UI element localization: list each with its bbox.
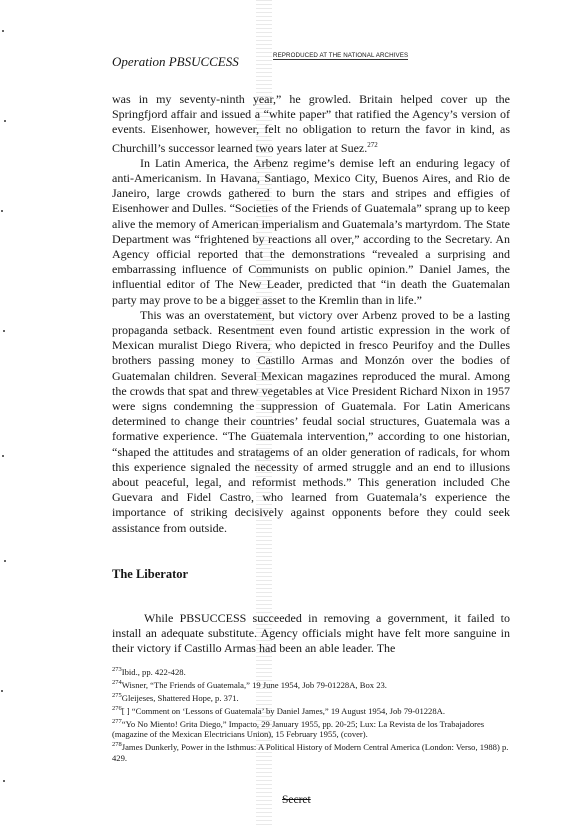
footnote-item: $^{273}$Ibid., pp. 422-428. (112, 666, 186, 677)
paragraph-1-text: was in my seventy-ninth year,” he growled. Britain helped cover up the Springfjord affair and issued a “white paper” that ratified the Agency’s version of events. Eisenhower, however, felt no obligation to return the favor in kind, as Churchill’s successor learned two years later at Suez. (112, 92, 510, 155)
section-heading: The Liberator (112, 567, 189, 581)
scan-artifact-specks (0, 0, 8, 827)
footnote-ref-272: 272 (367, 140, 378, 149)
paragraph-3-text: This was an overstatement, but victory over Arbenz proved to be a lasting propaganda setback. Resentment even found artistic expression in the work of Mexican muralist Diego Rivera, who depicted in fresco Peurifoy and the Dulles brothers passing money to Castillo Armas and Monzón over the bodies of Guatemalan children. Several Mexican magazines reproduced the mural. Among the crowds that spat and threw vegetables at Vice President Richard Nixon in 1957 were signs condemning the suppression of Guatemala. For Latin Americans determined to change their countries’ feudal social structures, Guatemala was a formative experience. “The Guatemala intervention,” according to one historian, “shaped the attitudes and stratagems of an older generation of radicals, for whom this experience signaled the necessity of armed struggle and an end to illusions about peaceful, legal, and reformist methods.” This generation included Che Guevara and Fidel Castro, who learned from Guatemala’s experience the importance of striking decisively against opponents before they could seek assistance from outside. (112, 307, 510, 535)
body-text (112, 92, 510, 536)
running-header-title: Operation PBSUCCESS (112, 54, 239, 69)
classification-footer: Secret (282, 794, 311, 806)
section-paragraph: While PBSUCCESS succeeded in removing a government, it failed to install an adequate substitute. Agency officials might have felt more sanguine in their victory if Castillo Armas had been an able leader. The (112, 611, 510, 656)
footnote-item: $^{278}$James Dunkerly, Power in the Isthmus: A Political History of Modern Central America (London: Verso, 1988) p. 429. (112, 741, 509, 763)
footnote-item: $^{275}$Gleijeses, Shattered Hope, p. 371. (112, 691, 239, 703)
paragraph-2-text: In Latin America, the Arbenz regime’s demise left an enduring legacy of anti-Americanism. In Havana, Santiago, Mexico City, Buenos Aires, and Rio de Janeiro, large crowds gathered to burn the stars and stripes and effigies of Eisenhower and Dulles. “Societies of the Friends of Guatemala” sprang up to keep alive the memory of American imperialism and Guatemala’s martyrdom. The State Department was “frightened by reactions all over,” according to the Secretary. An Agency official reported that the demonstrations “revealed a surprising and embarrassing influence of Communists on public opinion.” Daniel James, the influential editor of The New Leader, predicted that “in death the Guatemalan party may prove to be a bigger asset to the Kremlin than in life.” (112, 155, 510, 307)
paragraph-3 (112, 308, 510, 536)
footnote-item: $^{276}$[ ] “Comment on ‘Lessons of Guatemala’ by Daniel James,” 19 August 1954, Job 79-01228A. (112, 704, 445, 716)
archive-stamp: REPRODUCED AT THE NATIONAL ARCHIVES (273, 52, 409, 59)
footnotes-list (112, 665, 514, 764)
footnote-item: $^{274}$Wisner, “The Friends of Guatemala,” 19 June 1954, Job 79-01228A, Box 23. (112, 678, 387, 690)
footnote-item: $^{277}$“Yo No Miento! Grita Diego,” Impacto, 29 January 1955, pp. 20-25; Lux: La Revista de los Trabajadores (magazine of the Mexican Electricians Union), 15 February 1955, (cover). (112, 717, 485, 740)
paragraph-1 (112, 92, 510, 156)
paragraph-2 (112, 156, 510, 308)
